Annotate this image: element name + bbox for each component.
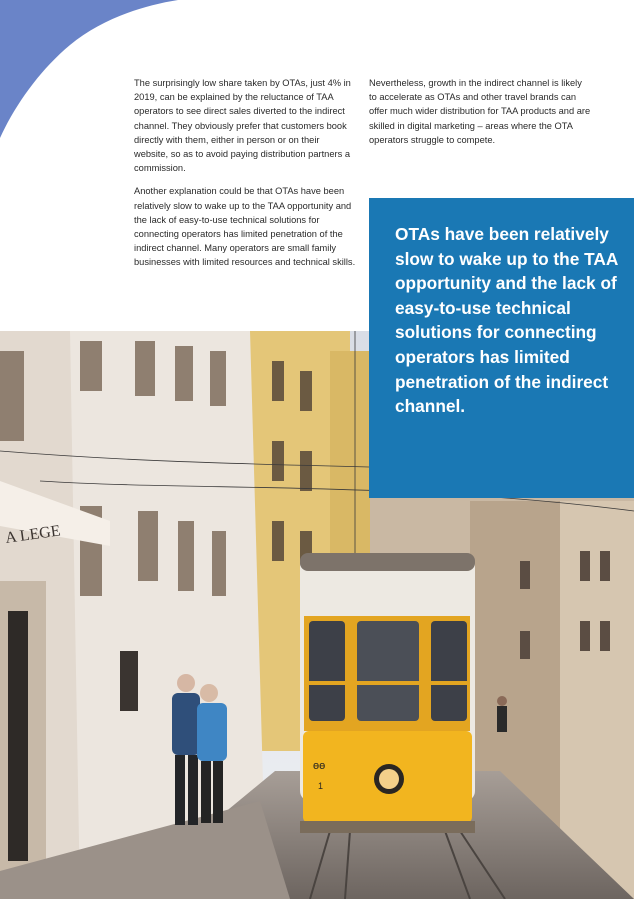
article-left-column [134, 76, 356, 279]
paragraph: Nevertheless, growth in the indirect channel is likely to accelerate as OTAs and other travel brands can offer much wider distribution for TAA products and are skilled in digital marketing – areas where the OTA operators struggle to compete. [369, 78, 591, 145]
tram-number: 1 [318, 781, 324, 791]
article-right-column [369, 76, 591, 156]
paragraph: Another explanation could be that OTAs have been relatively slow to wake up to the TAA opportunity and the lack of easy-to-use technical solutions for connecting operators has limited penetration of the indirect channel. Many operators are small family businesses with limited resources and technical skills. [134, 186, 356, 268]
paragraph: The surprisingly low share taken by OTAs, just 4% in 2019, can be explained by the reluctance of TAA operators to see direct sales diverted to the indirect channel. They obviously prefer that customers book directly with them, either in person or on their website, so as to avoid paying distribution partners a commission. [134, 78, 351, 174]
pull-quote-box [369, 198, 634, 498]
street-sign-text: A LEGE [4, 522, 62, 547]
pull-quote-text: OTAs have been relatively slow to wake up to the TAA opportunity and the lack of easy-to-use technical solutions for connecting operators has limited penetration of the indirect channel. [395, 224, 618, 417]
tram-logo: ɵɵ [313, 760, 326, 772]
